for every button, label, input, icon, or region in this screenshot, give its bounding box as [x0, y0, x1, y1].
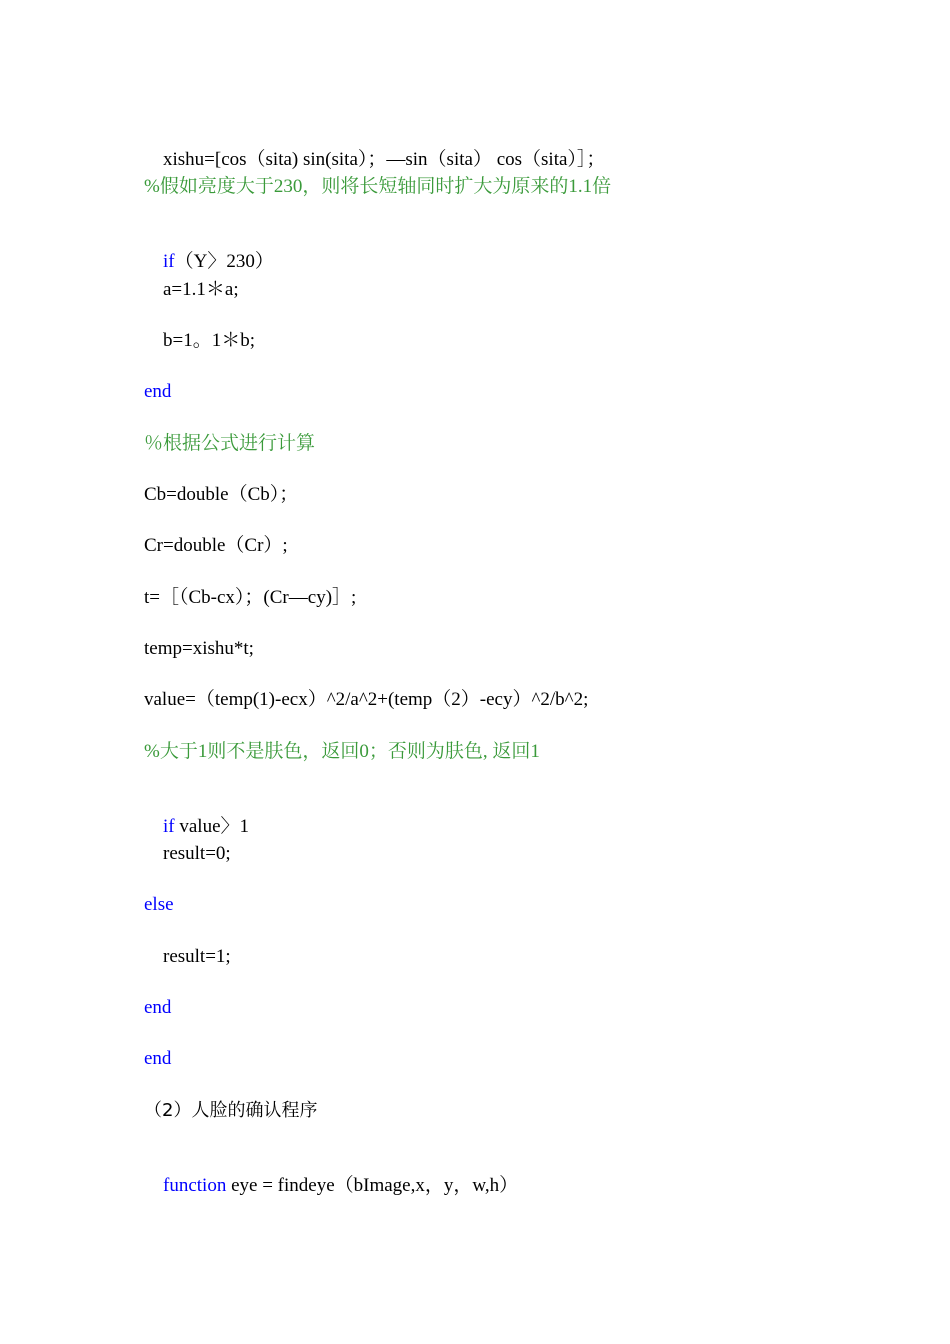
- code-text: eye = findeye（bImage,x，y，w,h）: [226, 1175, 519, 1196]
- code-line-temp: temp=xishu*t;: [144, 638, 254, 659]
- code-line-function: [144, 1150, 518, 1222]
- code-text: xishu=[cos（sita) sin(sita）；—sin（sita） cos（sita）］；: [163, 149, 606, 170]
- keyword-end: end: [144, 997, 172, 1018]
- keyword-function: function: [163, 1175, 227, 1196]
- code-text: （Y〉230）: [174, 251, 274, 272]
- code-line-b: b=1。1＊b;: [163, 330, 255, 351]
- comment-formula: ％根据公式进行计算: [144, 433, 316, 454]
- comment-brightness: %假如亮度大于230，则将长短轴同时扩大为原来的1.1倍: [144, 176, 612, 197]
- comment-result: %大于1则不是肤色，返回0；否则为肤色, 返回1: [144, 741, 540, 762]
- code-line-value: value=（temp(1)-ecx）^2/a^2+(temp（2）-ecy）^2/b^2;: [144, 689, 589, 710]
- code-line-cb: Cb=double（Cb）；: [144, 484, 299, 505]
- code-line-result0: result=0;: [163, 843, 231, 864]
- section-heading: （2）人脸的确认程序: [144, 1100, 318, 1121]
- code-line-a: a=1.1＊a;: [163, 279, 239, 300]
- code-text: value〉1: [174, 816, 250, 837]
- keyword-if: if: [163, 816, 175, 837]
- keyword-end: end: [144, 1048, 172, 1069]
- code-line-t: t=［（Cb-cx）；(Cr—cy)］;: [144, 587, 357, 608]
- code-line-result1: result=1;: [163, 946, 231, 967]
- code-line-cr: Cr=double（Cr）;: [144, 535, 288, 556]
- keyword-if: if: [163, 251, 175, 272]
- keyword-else: else: [144, 894, 174, 915]
- keyword-end: end: [144, 381, 172, 402]
